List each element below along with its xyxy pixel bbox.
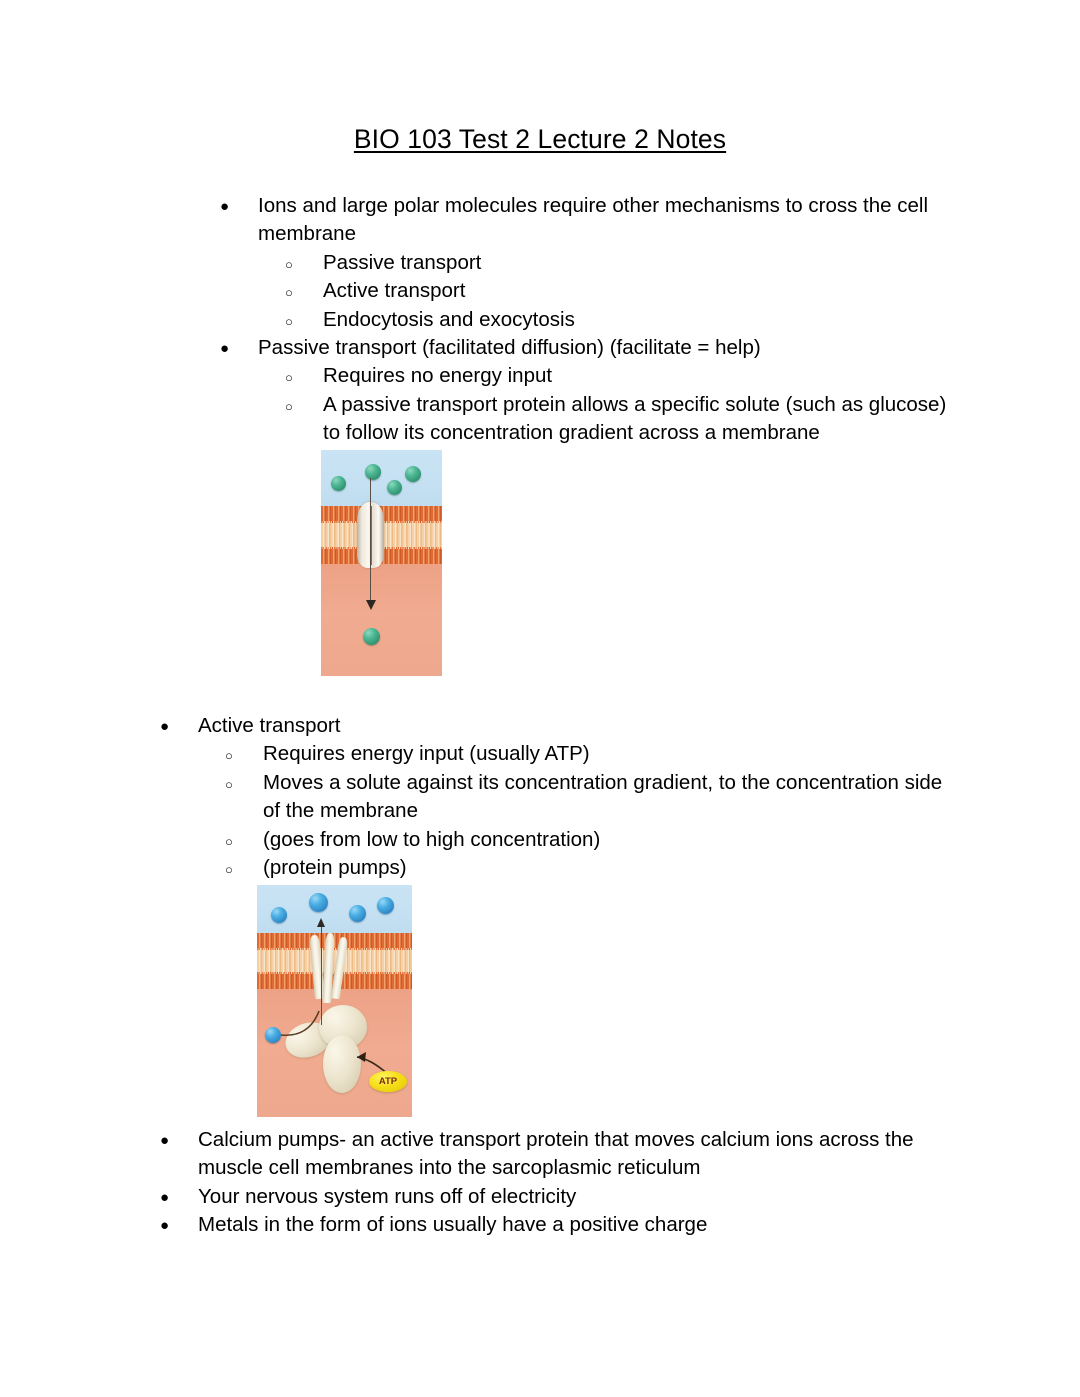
bullet-circle-icon: ○: [225, 862, 233, 878]
ion-molecule: [309, 893, 328, 912]
pump-lobe: [323, 1035, 361, 1093]
atp-badge: [369, 1071, 407, 1092]
list-item: [220, 192, 960, 249]
list-item-text: Metals in the form of ions usually have a positive charge: [198, 1213, 708, 1237]
ion-molecule: [271, 907, 287, 923]
bullet-disc-icon: ●: [160, 1132, 170, 1149]
list-item: [160, 712, 960, 740]
ion-molecule: [265, 1027, 281, 1043]
list-item-text: Active transport: [198, 714, 341, 737]
list-item: [220, 362, 960, 390]
ion-molecule: [349, 905, 366, 922]
list-item-text: Ions and large polar molecules require other mechanisms to cross the cell membrane: [258, 194, 928, 246]
transport-arrow-head: [317, 918, 325, 927]
list-item-text: Requires no energy input: [323, 364, 553, 388]
bullet-circle-icon: ○: [225, 833, 233, 849]
notes-section-active-transport: [160, 712, 960, 882]
bullet-circle-icon: ○: [225, 748, 233, 764]
list-item: [160, 1211, 960, 1239]
list-item: [220, 306, 960, 334]
bullet-circle-icon: ○: [285, 313, 293, 329]
bullet-circle-icon: ○: [285, 256, 293, 272]
list-item: [160, 1126, 960, 1183]
solute-molecule: [365, 464, 381, 480]
bullet-disc-icon: ●: [160, 1188, 170, 1206]
bullet-disc-icon: ●: [220, 340, 230, 358]
list-item-text: Your nervous system runs off of electricity: [198, 1184, 577, 1208]
solute-molecule: [363, 628, 380, 645]
bullet-circle-icon: ○: [285, 370, 293, 386]
list-item-text: Active transport: [323, 279, 466, 303]
bullet-circle-icon: ○: [225, 776, 233, 792]
list-item: [160, 854, 960, 882]
solute-molecule: [405, 466, 421, 482]
diffusion-arrow-head: [366, 600, 376, 610]
bullet-circle-icon: ○: [285, 398, 293, 414]
bullet-disc-icon: ●: [160, 1217, 170, 1235]
active-transport-figure: [257, 885, 412, 1117]
notes-section-summary: [160, 1126, 960, 1240]
list-item: [160, 769, 960, 826]
list-item-text: (protein pumps): [263, 856, 407, 880]
list-item: [220, 249, 960, 277]
list-item-text: Endocytosis and exocytosis: [323, 307, 575, 331]
notes-section-intro: [220, 192, 960, 448]
bullet-circle-icon: ○: [285, 285, 293, 301]
list-item: [160, 740, 960, 768]
list-item: [220, 334, 960, 362]
list-item: [160, 826, 960, 854]
page-title-text: BIO 103 Test 2 Lecture 2 Notes: [353, 124, 727, 154]
page-title: [0, 122, 1080, 156]
list-item: [220, 391, 960, 448]
list-item-text: Passive transport: [323, 250, 482, 274]
list-item-text: Requires energy input (usually ATP): [263, 742, 590, 766]
list-item-text: A passive transport protein allows a specific solute (such as glucose) to follow its concentration gradient across a membrane: [323, 392, 947, 445]
solute-molecule: [331, 476, 346, 491]
passive-transport-figure: [321, 450, 442, 676]
list-item-text: Moves a solute against its concentration gradient, to the concentration side of the membrane: [263, 770, 943, 823]
list-item-text: Passive transport (facilitated diffusion) (facilitate = help): [258, 336, 761, 360]
ion-molecule: [377, 897, 394, 914]
list-item-text: Calcium pumps- an active transport protein that moves calcium ions across the muscle cell membranes into the sarcoplasmic reticulum: [198, 1128, 914, 1180]
bullet-disc-icon: ●: [220, 198, 230, 215]
transport-arrow-shaft: [321, 925, 322, 1025]
list-item-text: (goes from low to high concentration): [263, 827, 601, 851]
atp-label: ATP: [378, 1076, 398, 1087]
list-item: [220, 277, 960, 305]
solute-molecule: [387, 480, 402, 495]
cytosol-region: [321, 564, 442, 676]
diffusion-arrow-shaft: [370, 478, 371, 603]
bullet-disc-icon: ●: [160, 718, 170, 735]
list-item: [160, 1183, 960, 1211]
